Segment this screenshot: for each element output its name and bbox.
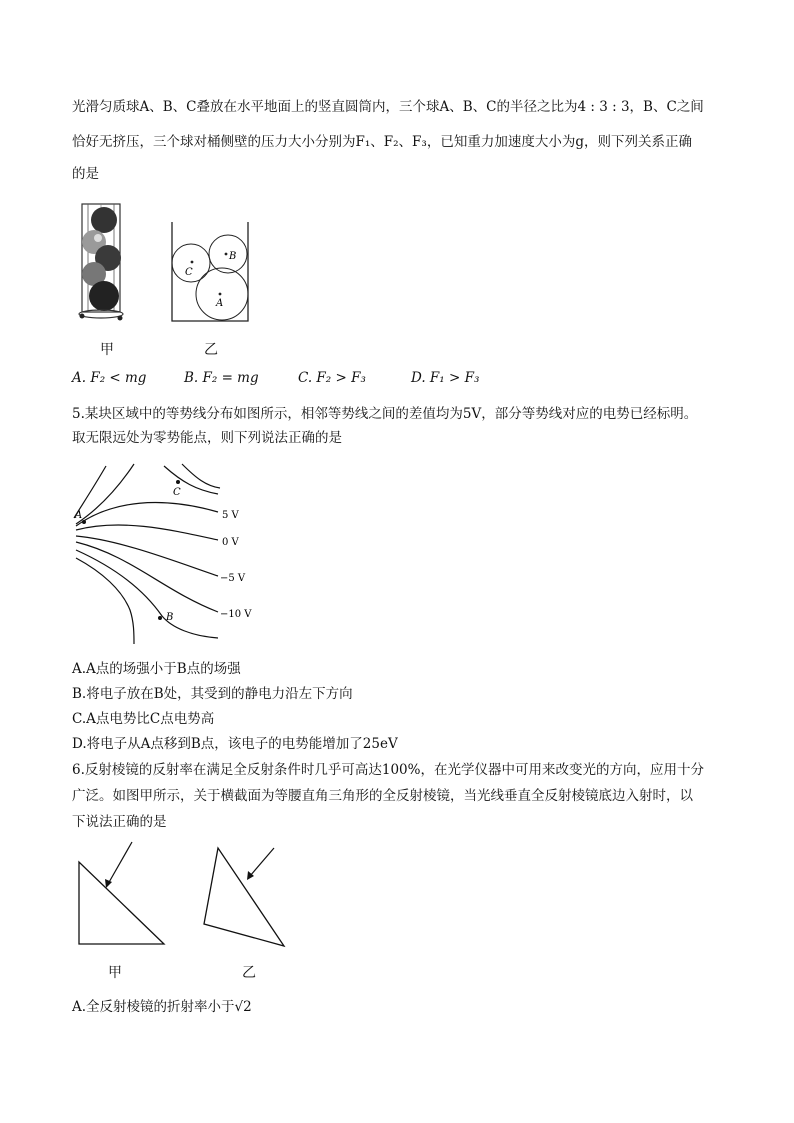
ball-a-label: A xyxy=(216,298,224,309)
q6-stem-line3: 下说法正确的是 xyxy=(72,814,167,830)
q4-stem-line3: 的是 xyxy=(72,166,99,182)
label-minus-10v: −10 V xyxy=(220,609,252,620)
q4-caption-yi: 乙 xyxy=(204,342,218,358)
q6-caption-jia: 甲 xyxy=(108,965,122,981)
q4-option-b[interactable]: B. F₂ = mg xyxy=(184,370,259,386)
figure-prism-jia xyxy=(74,838,170,950)
q5-option-b[interactable]: B.将电子放在B处，其受到的静电力沿左下方向 xyxy=(72,686,353,702)
point-a-label: A xyxy=(75,510,83,521)
q5-stem-line1: 5.某块区域中的等势线分布如图所示，相邻等势线之间的差值均为5V，部分等势线对应的电势已经标明。 xyxy=(72,406,698,422)
q5-option-d[interactable]: D.将电子从A点移到B点，该电子的电势能增加了25eV xyxy=(72,736,398,752)
ball-c-label: C xyxy=(185,267,193,278)
figure-yi-cylinder xyxy=(168,222,252,324)
ball-a-circle xyxy=(196,268,248,320)
q6-caption-yi: 乙 xyxy=(242,965,256,981)
q4-stem-line1: 光滑匀质球A、B、C叠放在水平地面上的竖直圆筒内，三个球A、B、C的半径之比为4 : 3 : 3，B、C之间 xyxy=(72,99,704,115)
figure-prism-yi xyxy=(196,840,292,952)
figure-equipotential-lines xyxy=(72,460,262,650)
q6-option-a[interactable]: A.全反射棱镜的折射率小于√2 xyxy=(72,999,252,1015)
label-0v: 0 V xyxy=(222,537,239,548)
label-minus-5v: −5 V xyxy=(220,573,246,584)
q5-stem-line2: 取无限远处为零势能点，则下列说法正确的是 xyxy=(72,430,342,446)
point-b-label: B xyxy=(166,612,174,623)
q4-option-a[interactable]: A. F₂ < mg xyxy=(72,370,147,386)
q6-stem-line2: 广泛。如图甲所示，关于横截面为等腰直角三角形的全反射棱镜，当光线垂直全反射棱镜底边入射时，以 xyxy=(72,788,693,804)
point-c-label: C xyxy=(173,487,181,498)
q4-stem-line2: 恰好无挤压，三个球对桶侧壁的压力大小分别为F₁、F₂、F₃，已知重力加速度大小为g，则下列关系正确 xyxy=(72,134,692,150)
q5-option-c[interactable]: C.A点电势比C点电势高 xyxy=(72,711,215,727)
q6-stem-line1: 6.反射棱镜的反射率在满足全反射条件时几乎可高达100%，在光学仪器中可用来改变光的方向，应用十分 xyxy=(72,762,704,778)
label-5v: 5 V xyxy=(222,510,239,521)
q4-option-c[interactable]: C. F₂ > F₃ xyxy=(298,370,366,386)
q4-caption-jia: 甲 xyxy=(100,342,114,358)
ball-b-label: B xyxy=(229,251,237,262)
q4-option-d[interactable]: D. F₁ > F₃ xyxy=(411,370,480,386)
ball-b-circle xyxy=(209,235,247,273)
q5-option-a[interactable]: A.A点的场强小于B点的场强 xyxy=(72,661,241,677)
figure-jia-balls-photo xyxy=(74,198,130,324)
